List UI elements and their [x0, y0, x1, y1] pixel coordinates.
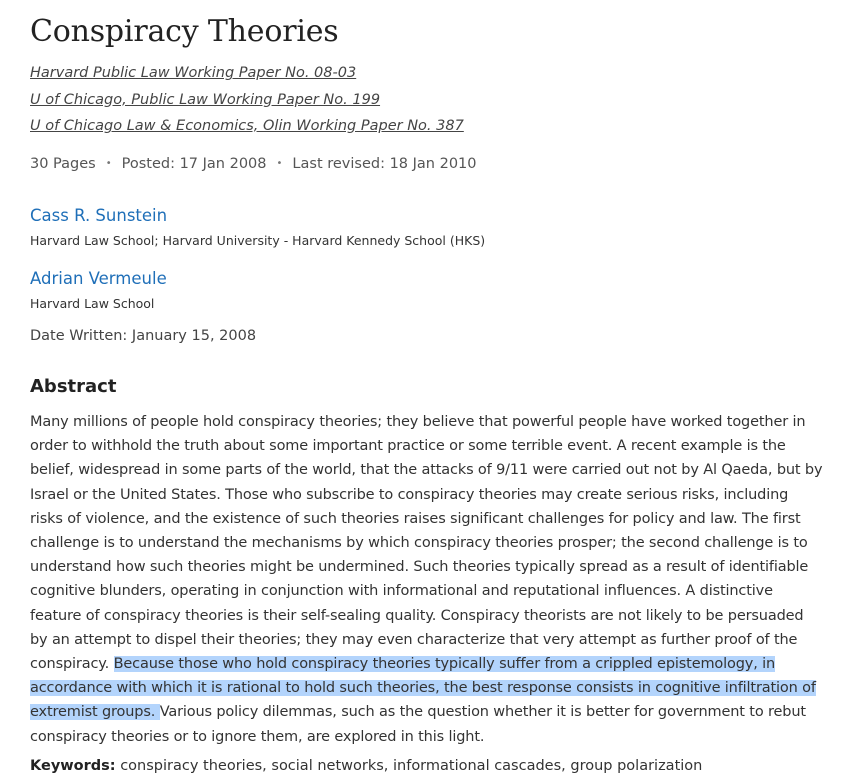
series-link-harvard[interactable]: Harvard Public Law Working Paper No. 08-03 — [30, 65, 357, 81]
author-link-vermeule[interactable]: Adrian Vermeule — [30, 269, 167, 288]
paper-title: Conspiracy Theories — [30, 14, 339, 49]
abstract-heading: Abstract — [30, 376, 117, 397]
author-affiliation: Harvard Law School; Harvard University - Harvard Kennedy School (HKS) — [30, 233, 486, 248]
revised-date: Last revised: 18 Jan 2010 — [292, 156, 477, 172]
meta-separator: • — [105, 158, 112, 169]
posted-date: Posted: 17 Jan 2008 — [121, 156, 267, 172]
series-link-chicago-olin[interactable]: U of Chicago Law & Economics, Olin Working Paper No. 387 — [30, 118, 464, 134]
paper-meta — [30, 156, 477, 172]
keywords — [30, 758, 702, 774]
abstract-text[interactable] — [30, 410, 825, 749]
page-count: 30 Pages — [30, 156, 96, 172]
keywords-label: Keywords: — [30, 758, 116, 774]
meta-separator: • — [276, 158, 283, 169]
series-link-chicago-public-law[interactable]: U of Chicago, Public Law Working Paper No. 199 — [30, 91, 381, 108]
date-written: Date Written: January 15, 2008 — [30, 328, 257, 344]
abstract-text-part: Many millions of people hold conspiracy theories; they believe that powerful people have worked together in order to withhold the truth about some important practice or some terrible event. A recent example is the belief, widespread in some parts of the world, that the attacks of 9/11 were carried out not by Al Qaeda, but by Israel or the United States. Those who subscribe to conspiracy theories may create serious risks, including risks of violence, and the existence of such theories raises significant challenges for policy and law. The first challenge is to understand the mechanisms by which conspiracy theories prosper; the second challenge is to understand how such theories might be undermined. Such theories typically spread as a result of identifiable cognitive blunders, operating in conjunction with informational and reputational influences. A distinctive feature of conspiracy theories is their self-sealing quality. Conspiracy theorists are not likely to be persuaded by an attempt to dispel their theories; they may even characterize that very attempt as further proof of the conspiracy. — [30, 414, 823, 673]
abstract-text-part: Various policy dilemmas, such as the question whether it is better for government to rebut conspiracy theories or to ignore them, are explored in this light. — [30, 704, 806, 745]
highlighted-selection: Because those who hold conspiracy theories typically suffer from a crippled epistemology, in accordance with which it is rational to hold such theories, the best response consists in cognitive infiltration of extremist groups. — [30, 656, 816, 721]
keywords-value: conspiracy theories, social networks, informational cascades, group polarization — [120, 758, 703, 774]
author-affiliation: Harvard Law School — [30, 296, 155, 311]
author-link-sunstein[interactable]: Cass R. Sunstein — [30, 206, 168, 225]
working-paper-series-list — [30, 62, 464, 142]
